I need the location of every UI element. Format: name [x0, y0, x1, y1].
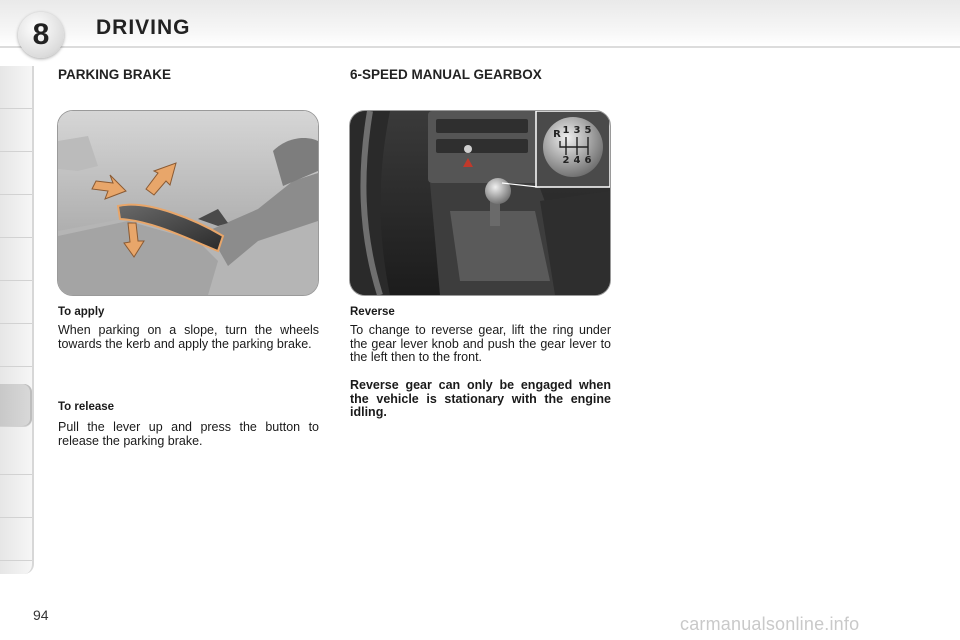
chapter-tab[interactable] [0, 109, 32, 152]
parking-brake-heading: PARKING BRAKE [58, 67, 172, 82]
gear-lever-illustration-icon [350, 111, 610, 295]
apply-text: When parking on a slope, turn the wheels towards the kerb and apply the parking brake. [58, 323, 319, 351]
gear-5-label: 5 [584, 125, 592, 136]
chapter-tab-active[interactable] [0, 384, 32, 427]
gear-2-label: 2 [562, 155, 570, 166]
chapter-tab[interactable] [0, 238, 32, 281]
chapter-tab[interactable] [0, 475, 32, 518]
release-text: Pull the lever up and press the button to release the parking brake. [58, 420, 319, 448]
reverse-text: To change to reverse gear, lift the ring under the gear lever knob and push the gear lever to the left then to the front. [350, 323, 611, 364]
reverse-warning: Reverse gear can only be engaged when the vehicle is stationary with the engine idling. [350, 378, 611, 419]
chapter-tab[interactable] [0, 518, 32, 561]
chapter-tab[interactable] [0, 324, 32, 367]
parking-brake-illustration-icon [58, 111, 318, 295]
gear-1-label: 1 [562, 125, 570, 136]
gearbox-figure [349, 110, 611, 296]
chapter-title: DRIVING [96, 16, 191, 39]
gear-3-label: 3 [573, 125, 581, 136]
parking-brake-figure [57, 110, 319, 296]
gear-6-label: 6 [584, 155, 592, 166]
chapter-tabs [0, 66, 34, 574]
chapter-tab[interactable] [0, 195, 32, 238]
release-title: To release [58, 401, 115, 413]
page-number: 94 [33, 607, 49, 623]
apply-title: To apply [58, 306, 105, 318]
chapter-tab[interactable] [0, 152, 32, 195]
chapter-tab[interactable] [0, 432, 32, 475]
gear-r-label: R [553, 129, 561, 140]
watermark: carmanualsonline.info [680, 614, 860, 634]
chapter-tab[interactable] [0, 66, 32, 109]
gear-4-label: 4 [573, 155, 581, 166]
chapter-number-badge [18, 12, 64, 58]
reverse-title: Reverse [350, 306, 395, 318]
chapter-tab[interactable] [0, 281, 32, 324]
chapter-number: 8 [32, 18, 50, 51]
gearbox-heading: 6-SPEED MANUAL GEARBOX [350, 67, 542, 82]
